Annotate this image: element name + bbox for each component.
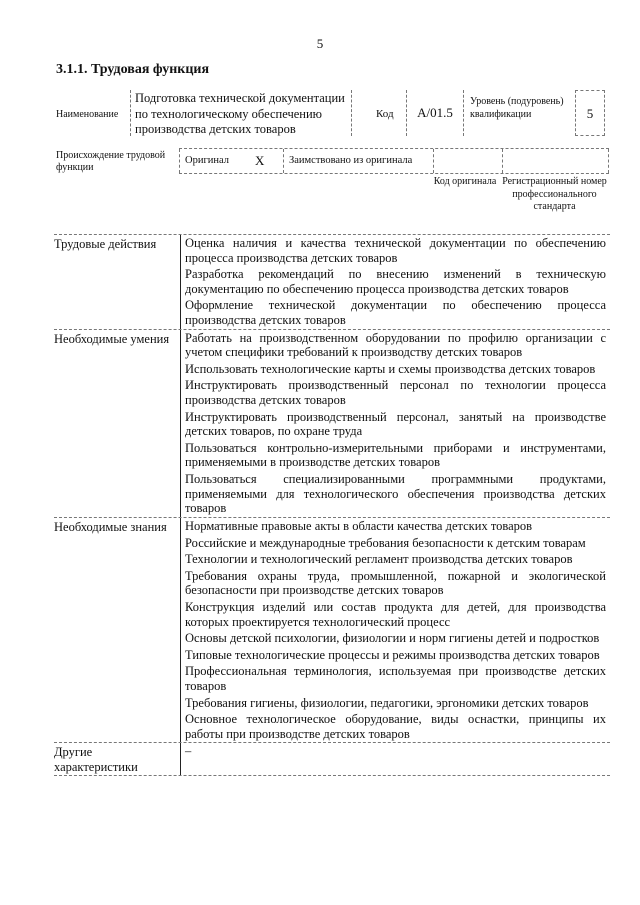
table-item: Работать на производственном оборудовании по профилю организации с учетом специфики требований к производству детских товаров xyxy=(180,330,610,361)
section-title-cell xyxy=(54,266,180,297)
table-row xyxy=(54,568,610,599)
section-title-cell: Необходимые знания xyxy=(54,519,167,534)
code-label: Код xyxy=(376,108,394,120)
table-item: Разработка рекомендаций по внесению изменений в техническую документацию по обеспечению процесса производства детских товаров xyxy=(180,266,610,297)
origin-original: Оригинал xyxy=(185,155,229,166)
table-row xyxy=(54,329,610,361)
table-row xyxy=(54,647,610,664)
table-row xyxy=(54,695,610,712)
section-title: 3.1.1. Трудовая функция xyxy=(56,62,210,77)
table-item: Российские и международные требования безопасности к детским товарам xyxy=(180,535,610,552)
section-title-cell xyxy=(54,647,180,664)
section-title-cell xyxy=(54,377,180,408)
table-item: Конструкция изделий или состав продукта для детей, для производства которых проектируется технологический процесс xyxy=(180,599,610,630)
section-title-cell xyxy=(54,663,180,694)
origin-mark: X xyxy=(255,153,265,168)
table-row xyxy=(54,377,610,408)
table-item: Требования охраны труда, промышленной, пожарной и экологической безопасности при производстве детских товаров xyxy=(180,568,610,599)
table-item: Технологии и технологический регламент производства детских товаров xyxy=(180,551,610,568)
table-row xyxy=(54,711,610,742)
section-title-cell xyxy=(54,361,180,378)
table-row xyxy=(54,551,610,568)
table-row xyxy=(54,630,610,647)
section-title-cell xyxy=(54,297,180,328)
table-item: Профессиональная терминология, используемая при производстве детских товаров xyxy=(180,663,610,694)
function-table xyxy=(54,234,610,776)
table-item: Инструктировать производственный персонал, занятый на производстве детских товаров, по охране труда xyxy=(180,409,610,440)
page-number: 5 xyxy=(316,36,324,51)
table-item: Оформление технической документации по обеспечению процесса производства детских товаров xyxy=(180,297,610,328)
name-label: Наименование xyxy=(56,109,119,120)
table-row xyxy=(54,297,610,328)
table-row xyxy=(54,471,610,517)
table-row xyxy=(54,234,610,266)
function-name: Подготовка технической документации по технологическому обеспечению производства детских товаров xyxy=(130,90,352,136)
table-item: Типовые технологические процессы и режимы производства детских товаров xyxy=(180,647,610,664)
section-title-cell: Необходимые умения xyxy=(54,331,170,346)
section-title-cell xyxy=(54,471,180,517)
section-title-cell xyxy=(54,551,180,568)
origin-borrowed: Заимствовано из оригинала xyxy=(289,155,413,166)
table-row xyxy=(54,742,610,776)
table-item: Пользоваться специализированными программными продуктами, применяемыми для технологического обеспечения производства детских товаров xyxy=(180,471,610,517)
function-code: А/01.5 xyxy=(406,90,464,136)
table-item: Нормативные правовые акты в области качества детских товаров xyxy=(180,518,610,535)
table-item: Основное технологическое оборудование, виды оснастки, принципы их работы при производстве детских товаров xyxy=(180,711,610,742)
table-row xyxy=(54,663,610,694)
section-title-cell xyxy=(54,695,180,712)
table-item: Пользоваться контрольно-измерительными приборами и инструментами, применяемыми в производстве детских товаров xyxy=(180,440,610,471)
table-row xyxy=(54,409,610,440)
table-item: Основы детской психологии, физиологии и норм гигиены детей и подростков xyxy=(180,630,610,647)
origin-row xyxy=(179,148,609,174)
code-original-label: Код оригинала xyxy=(433,176,497,187)
table-row xyxy=(54,599,610,630)
table-row xyxy=(54,361,610,378)
section-title-cell xyxy=(54,568,180,599)
table-item: – xyxy=(180,743,610,775)
section-title-cell xyxy=(54,440,180,471)
table-row xyxy=(54,517,610,535)
origin-label: Происхождение трудовой функции xyxy=(56,150,166,173)
level-label: Уровень (подуровень) квалификации xyxy=(470,96,564,120)
section-title-cell xyxy=(54,409,180,440)
section-title-cell xyxy=(54,630,180,647)
section-title-cell: Другие характеристики xyxy=(54,745,138,775)
table-row xyxy=(54,535,610,552)
section-title-cell xyxy=(54,599,180,630)
reg-number-label: Регистрационный номер профессионального стандарта xyxy=(502,176,607,212)
section-title-cell xyxy=(54,535,180,552)
table-row xyxy=(54,266,610,297)
table-item: Требования гигиены, физиологии, педагогики, эргономики детских товаров xyxy=(180,695,610,712)
table-row xyxy=(54,440,610,471)
section-title-cell: Трудовые действия xyxy=(54,237,157,251)
section-title-cell xyxy=(54,711,180,742)
table-item: Оценка наличия и качества технической документации по обеспечению процесса производства детских товаров xyxy=(180,235,610,266)
qualification-level: 5 xyxy=(575,90,605,136)
table-item: Инструктировать производственный персонал по технологии процесса производства детских товаров xyxy=(180,377,610,408)
table-item: Использовать технологические карты и схемы производства детских товаров xyxy=(180,361,610,378)
